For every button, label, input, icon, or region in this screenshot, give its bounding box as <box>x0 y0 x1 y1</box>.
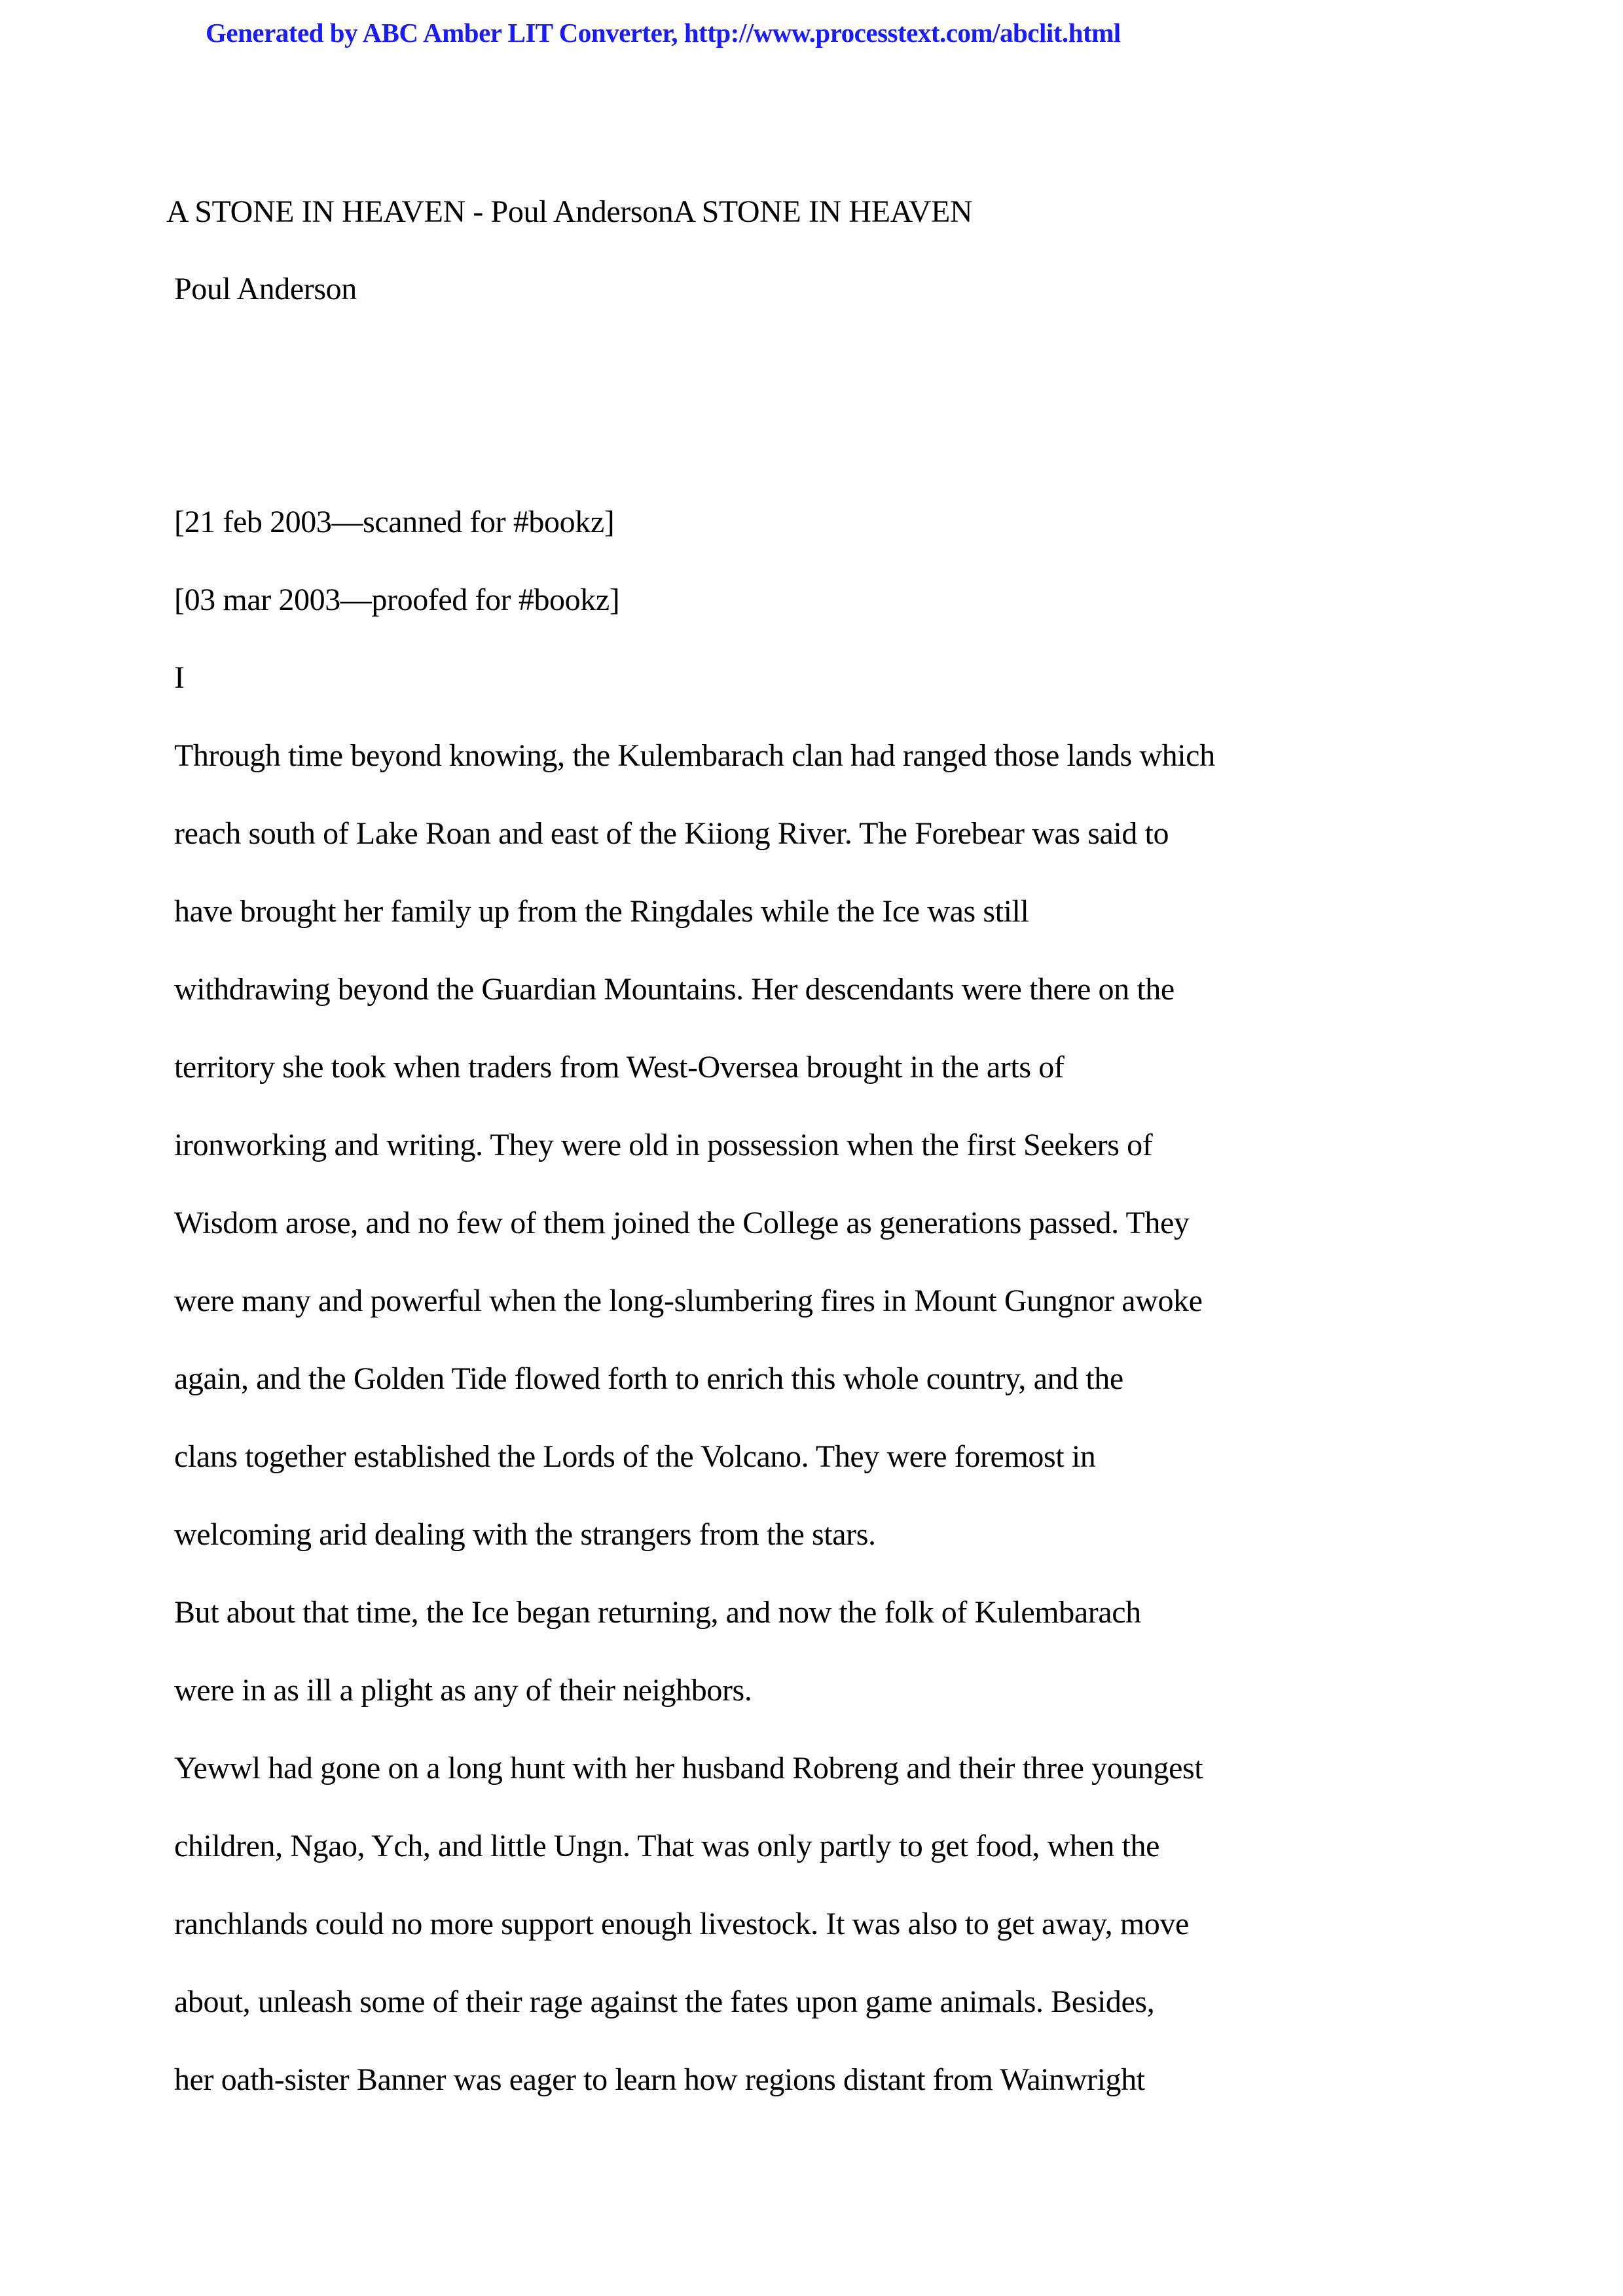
text-line: Wisdom arose, and no few of them joined the College as generations passed. They <box>174 1206 1190 1240</box>
text-line: ironworking and writing. They were old in possession when the first Seekers of <box>174 1128 1153 1162</box>
document-title: A STONE IN HEAVEN - Poul AndersonA STONE IN HEAVEN <box>166 194 973 229</box>
author-name: Poul Anderson <box>174 272 357 306</box>
text-line: ranchlands could no more support enough livestock. It was also to get away, move <box>174 1907 1189 1941</box>
text-line: clans together established the Lords of the Volcano. They were foremost in <box>174 1439 1096 1474</box>
text-line: were many and powerful when the long-slumbering fires in Mount Gungnor awoke <box>174 1283 1203 1318</box>
text-line: about, unleash some of their rage against the fates upon game animals. Besides, <box>174 1984 1155 2019</box>
text-line: Yewwl had gone on a long hunt with her husband Robreng and their three youngest <box>174 1751 1203 1785</box>
text-line: her oath-sister Banner was eager to learn how regions distant from Wainwright <box>174 2062 1145 2097</box>
chapter-heading: I <box>174 660 185 695</box>
text-line: were in as ill a plight as any of their neighbors. <box>174 1673 752 1708</box>
text-line: territory she took when traders from West-Oversea brought in the arts of <box>174 1050 1065 1085</box>
text-line: children, Ngao, Ych, and little Ungn. That was only partly to get food, when the <box>174 1829 1159 1863</box>
text-line: withdrawing beyond the Guardian Mountains. Her descendants were there on the <box>174 972 1175 1007</box>
converter-banner: Generated by ABC Amber LIT Converter, http://www.processtext.com/abclit.html <box>206 18 1121 48</box>
text-line: have brought her family up from the Ringdales while the Ice was still <box>174 894 1029 929</box>
proof-note: [03 mar 2003—proofed for #bookz] <box>174 583 620 617</box>
scan-note: [21 feb 2003—scanned for #bookz] <box>174 505 615 539</box>
text-line: reach south of Lake Roan and east of the Kiiong River. The Forebear was said to <box>174 816 1169 851</box>
text-line: But about that time, the Ice began returning, and now the folk of Kulembarach <box>174 1595 1141 1630</box>
text-line: welcoming arid dealing with the strangers from the stars. <box>174 1517 876 1552</box>
text-line: Through time beyond knowing, the Kulembarach clan had ranged those lands which <box>174 738 1215 773</box>
text-line: again, and the Golden Tide flowed forth to enrich this whole country, and the <box>174 1361 1123 1396</box>
